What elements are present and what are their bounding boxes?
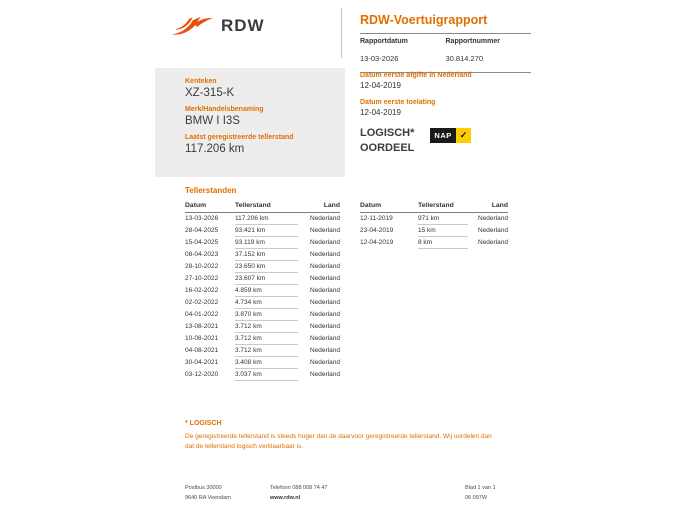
merk-label: Merk/Handelsbenaming bbox=[185, 106, 264, 113]
header-divider bbox=[341, 8, 342, 58]
cell-datum: 27-10-2022 bbox=[185, 274, 219, 282]
table-row bbox=[185, 356, 340, 368]
footer-address bbox=[185, 483, 231, 504]
report-header bbox=[360, 13, 531, 73]
cell-datum: 10-08-2021 bbox=[185, 334, 219, 342]
cell-tellerstand: 3.712 km bbox=[235, 332, 298, 344]
tellerstanden-section bbox=[185, 186, 508, 381]
logisch-note bbox=[185, 420, 497, 452]
table-row bbox=[185, 308, 340, 320]
kenteken-value: XZ-315-K bbox=[185, 87, 235, 99]
cell-datum: 15-04-2025 bbox=[185, 238, 219, 246]
table-row bbox=[185, 236, 340, 248]
column-header-datum: Datum bbox=[360, 202, 418, 213]
cell-datum: 13-03-2026 bbox=[185, 215, 219, 223]
cell-datum: 04-01-2022 bbox=[185, 310, 219, 318]
footer-page-number: Blad 1 van 1 bbox=[465, 485, 496, 491]
afgifte-label: Datum eerste afgifte in Nederland bbox=[360, 72, 472, 79]
cell-tellerstand: 3.870 km bbox=[235, 308, 298, 320]
column-header-tellerstand: Tellerstand bbox=[418, 202, 468, 213]
table-row bbox=[185, 296, 340, 308]
vehicle-summary-box bbox=[155, 68, 345, 177]
table-row bbox=[185, 248, 340, 260]
cell-datum: 03-12-2020 bbox=[185, 370, 219, 378]
rapportnummer-block bbox=[446, 38, 532, 66]
kenteken-label: Kenteken bbox=[185, 78, 217, 85]
cell-tellerstand: 117.206 km bbox=[235, 213, 298, 225]
cell-tellerstand: 23.650 km bbox=[235, 260, 298, 272]
rdw-logo-text: RDW bbox=[221, 15, 265, 35]
cell-datum: 30-04-2021 bbox=[185, 358, 219, 366]
cell-tellerstand: 3.037 km bbox=[235, 368, 298, 380]
cell-tellerstand: 37.152 km bbox=[235, 248, 298, 260]
cell-tellerstand: 93.119 km bbox=[235, 236, 298, 248]
cell-datum: 12-04-2019 bbox=[360, 238, 394, 246]
table-row bbox=[360, 236, 508, 248]
nap-logo-text: NAP bbox=[430, 128, 455, 143]
logisch-note-title: * LOGISCH bbox=[185, 420, 222, 427]
rapportnummer-label: Rapportnummer bbox=[445, 38, 500, 45]
cell-land: Nederland bbox=[310, 346, 340, 354]
page-title: RDW-Voertuigrapport bbox=[360, 13, 531, 34]
cell-tellerstand: 3.712 km bbox=[235, 320, 298, 332]
cell-datum: 16-02-2022 bbox=[185, 286, 219, 294]
rapportdatum-label: Rapportdatum bbox=[360, 38, 408, 45]
laatste-tellerstand-label: Laatst geregistreerde tellerstand bbox=[185, 134, 294, 141]
report-meta bbox=[360, 34, 531, 73]
cell-datum: 23-04-2019 bbox=[360, 226, 394, 234]
oordeel-line1: LOGISCH* bbox=[360, 127, 415, 139]
cell-land: Nederland bbox=[310, 274, 340, 282]
rapportdatum-block bbox=[360, 38, 446, 66]
cell-tellerstand: 8 km bbox=[418, 236, 468, 248]
column-header-tellerstand: Tellerstand bbox=[235, 202, 298, 213]
cell-datum: 28-04-2025 bbox=[185, 226, 219, 234]
footer-pagination bbox=[465, 483, 496, 504]
cell-tellerstand: 4.734 km bbox=[235, 296, 298, 308]
rdw-logo-icon bbox=[170, 12, 214, 39]
table-header-row bbox=[360, 202, 508, 213]
cell-land: Nederland bbox=[310, 286, 340, 294]
cell-land: Nederland bbox=[478, 215, 508, 223]
cell-datum: 04-08-2021 bbox=[185, 346, 219, 354]
rdw-logo bbox=[170, 12, 265, 39]
merk-value: BMW I I3S bbox=[185, 115, 240, 127]
table-row bbox=[360, 213, 508, 225]
cell-land: Nederland bbox=[310, 370, 340, 378]
footer-city: 9640 RA Veendam bbox=[185, 495, 231, 502]
tellerstanden-tables bbox=[185, 202, 508, 381]
cell-tellerstand: 3.408 km bbox=[235, 356, 298, 368]
table-row bbox=[185, 320, 340, 332]
oordeel-text bbox=[360, 126, 414, 156]
column-header-land: Land bbox=[298, 202, 340, 213]
afgifte-value: 12-04-2019 bbox=[360, 81, 401, 90]
cell-datum: 28-10-2022 bbox=[185, 262, 219, 270]
table-row bbox=[360, 224, 508, 236]
logisch-note-body: De geregistreerde tellerstand is steeds hoger dan de daarvoor geregistreerde tellerstand. Wij oordelen dan dat de tellerstand logisch verklaarbaar is. bbox=[185, 433, 492, 451]
table-row bbox=[185, 272, 340, 284]
tellerstanden-table-right bbox=[360, 202, 508, 249]
cell-land: Nederland bbox=[310, 238, 340, 246]
footer-form-code: 06 097W bbox=[465, 495, 488, 502]
rapportnummer-value: 30.814.270 bbox=[445, 54, 484, 63]
cell-tellerstand: 3.712 km bbox=[235, 344, 298, 356]
cell-land: Nederland bbox=[310, 334, 340, 342]
column-header-datum: Datum bbox=[185, 202, 235, 213]
cell-land: Nederland bbox=[478, 226, 508, 234]
cell-datum: 12-11-2019 bbox=[360, 215, 393, 223]
cell-land: Nederland bbox=[310, 298, 340, 306]
rapportdatum-value: 13-03-2026 bbox=[360, 54, 399, 63]
cell-datum: 08-04-2023 bbox=[185, 250, 219, 258]
cell-datum: 13-08-2021 bbox=[185, 322, 219, 330]
cell-land: Nederland bbox=[478, 238, 508, 246]
cell-land: Nederland bbox=[310, 226, 340, 234]
cell-land: Nederland bbox=[310, 358, 340, 366]
toelating-value: 12-04-2019 bbox=[360, 108, 401, 117]
cell-land: Nederland bbox=[310, 322, 340, 330]
oordeel-line2: OORDEEL bbox=[360, 141, 415, 154]
nap-logo bbox=[430, 128, 471, 143]
cell-tellerstand: 971 km bbox=[418, 213, 468, 225]
column-header-land: Land bbox=[468, 202, 508, 213]
nap-check-icon: ✓ bbox=[456, 128, 472, 143]
table-row bbox=[185, 213, 340, 225]
table-row bbox=[185, 260, 340, 272]
footer-phone: Telefoon 088 008 74 47 bbox=[270, 485, 328, 491]
footer-website: www.rdw.nl bbox=[270, 495, 301, 502]
cell-tellerstand: 23.607 km bbox=[235, 272, 298, 284]
footer-postbus: Postbus 30000 bbox=[185, 485, 222, 491]
cell-land: Nederland bbox=[310, 262, 340, 270]
cell-tellerstand: 93.421 km bbox=[235, 224, 298, 236]
laatste-tellerstand-value: 117.206 km bbox=[185, 143, 245, 155]
footer-contact bbox=[270, 483, 328, 504]
cell-tellerstand: 4.859 km bbox=[235, 284, 298, 296]
table-row bbox=[185, 344, 340, 356]
tellerstanden-table-left bbox=[185, 202, 340, 381]
cell-tellerstand: 15 km bbox=[418, 224, 468, 236]
registration-info bbox=[360, 72, 540, 156]
table-row bbox=[185, 368, 340, 380]
table-row bbox=[185, 224, 340, 236]
table-header-row bbox=[185, 202, 340, 213]
table-row bbox=[185, 332, 340, 344]
cell-datum: 02-02-2022 bbox=[185, 298, 219, 306]
cell-land: Nederland bbox=[310, 215, 340, 223]
table-row bbox=[185, 284, 340, 296]
oordeel-block bbox=[360, 126, 540, 156]
tellerstanden-title: Tellerstanden bbox=[185, 186, 237, 195]
cell-land: Nederland bbox=[310, 250, 340, 258]
cell-land: Nederland bbox=[310, 310, 340, 318]
toelating-label: Datum eerste toelating bbox=[360, 99, 436, 106]
